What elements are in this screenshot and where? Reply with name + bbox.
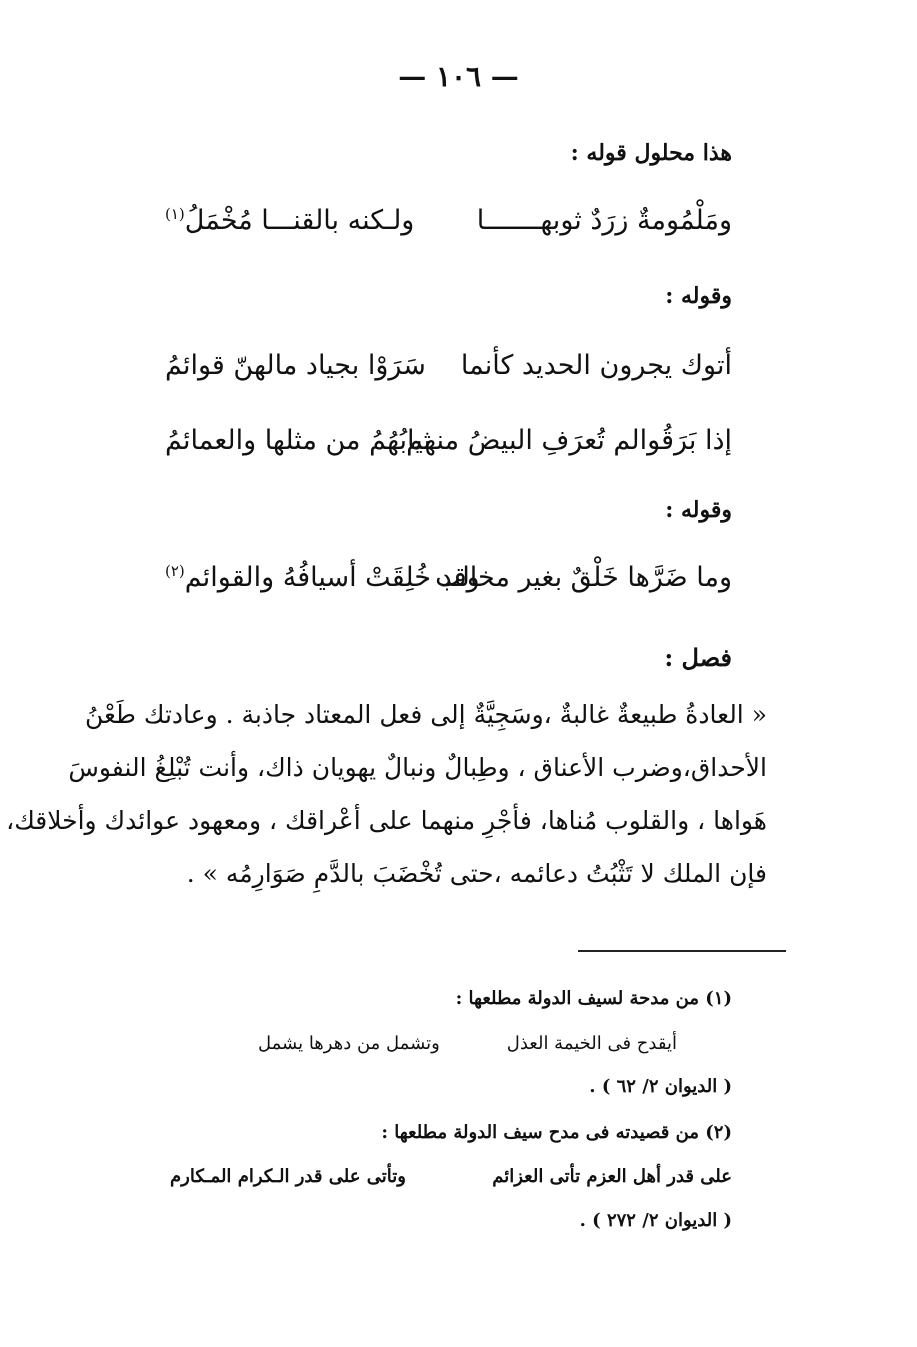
footnote-2-title: (٢) من قصيدته فى مدح سيف الدولة مطلعها : xyxy=(381,1122,732,1143)
footnote-1-second-hemistich: وتشمل من دهرها يشمل xyxy=(258,1033,440,1054)
footnote-2-reference: ( الديوان ٢/ ٢٧٢ ) . xyxy=(579,1210,732,1231)
verse-1-first-hemistich: ومَلْمُومةٌ زرَدٌ ثوبهـــــــا xyxy=(476,205,732,236)
footnote-1-reference: ( الديوان ٢/ ٦٢ ) . xyxy=(589,1076,732,1097)
verse-4-first-hemistich: وما ضَرَّها خَلْقٌ بغير مخالب xyxy=(435,562,732,593)
footnote-2-second-hemistich: وتأتى على قدر الـكرام المـكارم xyxy=(170,1166,406,1187)
verse-3-first-hemistich: إذا بَرَقُوالم تُعرَفِ البيضُ منهم xyxy=(406,425,732,456)
paragraph-line: الأحداق،وضرب الأعناق ، وطِبالٌ ونبالٌ يهويان ذاك، وأنت تُبْلِغُ النفوسَ xyxy=(68,753,767,782)
verse-3-second-hemistich: ثيابُهُمُ من مثلها والعمائمُ xyxy=(165,425,431,456)
footnote-1-title: (١) من مدحة لسيف الدولة مطلعها : xyxy=(455,988,732,1009)
verse-2-second-hemistich: سَرَوْا بجياد مالهنّ قوائمُ xyxy=(165,350,426,381)
verse-4-second-hemistich: وقد خُلِقَتْ أسيافُهُ والقوائم$^{(٢)}$ xyxy=(165,562,480,593)
intro-line-2: وقوله : xyxy=(665,283,732,309)
paragraph-line: « العادةُ طبيعةٌ غالبةٌ ،وسَجِيَّةٌ إلى فعل المعتاد جاذبة . وعادتك طَعْنُ xyxy=(84,700,767,729)
footnote-1-first-hemistich: أيقدح فى الخيمة العذل xyxy=(506,1033,677,1054)
paragraph-line: هَواها ، والقلوب مُناها، فأجْرِ منهما على أعْراقك ، ومعهود عوائدك وأخلاقك، xyxy=(6,806,767,835)
footnote-ref-2: (٢) xyxy=(165,562,185,580)
footnote-2-first-hemistich: على قدر أهل العزم تأتى العزائم xyxy=(492,1166,732,1187)
paragraph-line: فإن الملك لا تَثْبُتُ دعائمه ،حتى تُخْضَبَ بالدَّمِ صَوَارِمُه » . xyxy=(186,859,767,888)
prose-paragraph xyxy=(6,688,767,900)
verse-2-first-hemistich: أتوك يجرون الحديد كأنما xyxy=(460,350,732,381)
intro-line-1: هذا محلول قوله : xyxy=(570,140,732,166)
footnote-divider xyxy=(578,950,786,952)
section-heading: فصل : xyxy=(664,643,732,672)
footnote-ref-1: (١) xyxy=(165,205,185,223)
intro-line-3: وقوله : xyxy=(665,497,732,523)
page-number: — ١٠٦ — xyxy=(398,60,519,93)
verse-1-second-hemistich: ولـكنه بالقنـــا مُخْمَلُ$^{(١)}$ xyxy=(165,205,415,236)
